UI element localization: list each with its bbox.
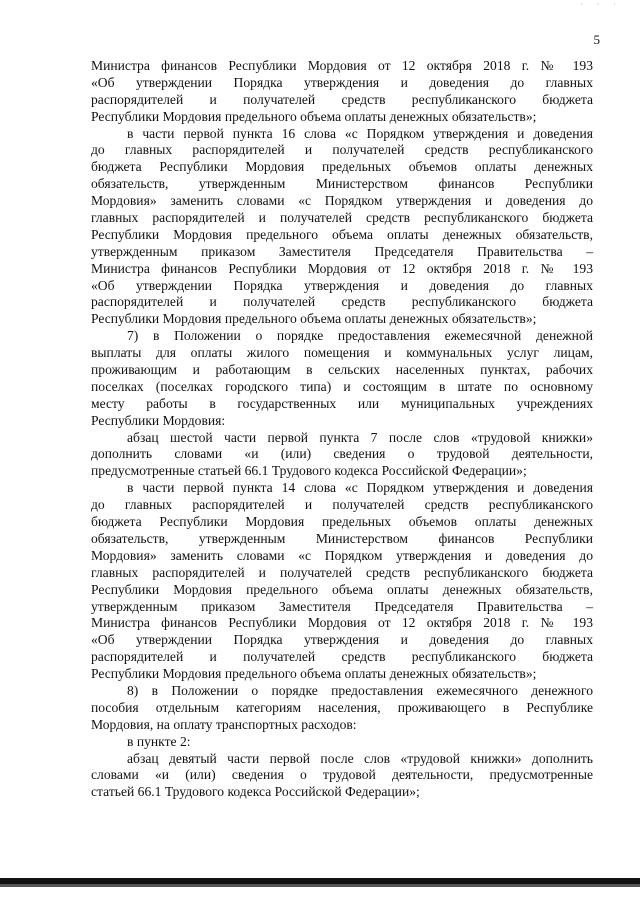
scan-artifact: · · · (580, 0, 622, 9)
text-line: распорядителей и получателей средств республиканского бюджета (91, 294, 593, 310)
text-line: словами «и (или) сведения о трудовой деятельности, предусмотренные (91, 767, 593, 783)
page-number: 5 (593, 32, 600, 47)
text-line: 7) в Положении о порядке предоставления ежемесячной денежной (127, 328, 593, 344)
text-line: статьей 66.1 Трудового кодекса Российской Федерации»; (91, 784, 420, 800)
text-line: Министра финансов Республики Мордовия от 12 октября 2018 г. № 193 (91, 58, 593, 73)
text-line: Республики Мордовия предельного объема оплаты денежных обязательств»; (91, 311, 537, 327)
text-line: пособия отдельным категориям населения, проживающего в Республике (91, 699, 593, 715)
text-line: обязательств, утвержденным Министерством финансов Республики (91, 530, 593, 546)
text-line: дополнить словами «и (или) сведения о трудовой деятельности, (91, 446, 593, 462)
text-line: «Об утверждении Порядка утверждения и доведения до главных (91, 277, 593, 293)
text-line: утвержденным приказом Заместителя Председателя Правительства – (91, 243, 593, 259)
text-line: до главных распорядителей и получателей средств республиканского (91, 497, 593, 513)
text-line: распорядителей и получателей средств республиканского бюджета (91, 649, 593, 665)
text-line: главных распорядителей и получателей средств республиканского бюджета (91, 564, 593, 580)
text-line: в пункте 2: (127, 733, 191, 749)
text-line: Мордовия» заменить словами «с Порядком утверждения и доведения до (91, 193, 593, 209)
text-line: абзац шестой части первой пункта 7 после слов «трудовой книжки» (127, 429, 593, 445)
text-line: в части первой пункта 14 слова «с Порядком утверждения и доведения (127, 480, 593, 496)
text-line: «Об утверждении Порядка утверждения и доведения до главных (91, 74, 593, 90)
text-line: обязательств, утвержденным Министерством финансов Республики (91, 176, 593, 192)
text-line: главных распорядителей и получателей средств республиканского бюджета (91, 210, 593, 226)
text-line: бюджета Республики Мордовия предельных объемов оплаты денежных (91, 514, 593, 530)
text-line: «Об утверждении Порядка утверждения и доведения до главных (91, 632, 593, 648)
text-line: Республики Мордовия предельного объема оплаты денежных обязательств»; (91, 666, 537, 682)
text-line: выплаты для оплаты жилого помещения и коммунальных услуг лицам, (91, 345, 593, 361)
text-line: Республики Мордовия предельного объема оплаты денежных обязательств»; (91, 108, 537, 124)
text-line: бюджета Республики Мордовия предельных объемов оплаты денежных (91, 159, 593, 175)
text-line: Мордовия, на оплату транспортных расходов: (91, 716, 357, 732)
scan-bottom-border-shadow (0, 884, 640, 887)
text-line: в части первой пункта 16 слова «с Порядком утверждения и доведения (127, 125, 593, 141)
text-line: до главных распорядителей и получателей средств республиканского (91, 142, 593, 158)
text-line: Мордовия» заменить словами «с Порядком утверждения и доведения до (91, 547, 593, 563)
text-line: абзац девятый части первой после слов «трудовой книжки» дополнить (127, 750, 593, 766)
text-line: Республики Мордовия: (91, 412, 226, 428)
text-line: 8) в Положении о порядке предоставления ежемесячного денежного (127, 682, 593, 698)
text-line: Республики Мордовия предельного объема оплаты денежных обязательств, (91, 581, 593, 597)
text-line: проживающим и работающим в сельских населенных пунктах, рабочих (91, 362, 593, 378)
text-line: Министра финансов Республики Мордовия от 12 октября 2018 г. № 193 (91, 615, 593, 631)
text-line: утвержденным приказом Заместителя Председателя Правительства – (91, 598, 593, 614)
text-line: поселках (поселках городского типа) и состоящим в штате по основному (91, 378, 593, 394)
text-line: распорядителей и получателей средств республиканского бюджета (91, 91, 593, 107)
text-line: месту работы в государственных или муниципальных учреждениях (91, 395, 593, 411)
text-line: Республики Мордовия предельного объема оплаты денежных обязательств, (91, 226, 593, 242)
document-body (91, 58, 593, 801)
text-line: предусмотренные статьей 66.1 Трудового кодекса Российской Федерации»; (91, 463, 527, 479)
text-line: Министра финансов Республики Мордовия от 12 октября 2018 г. № 193 (91, 260, 593, 276)
